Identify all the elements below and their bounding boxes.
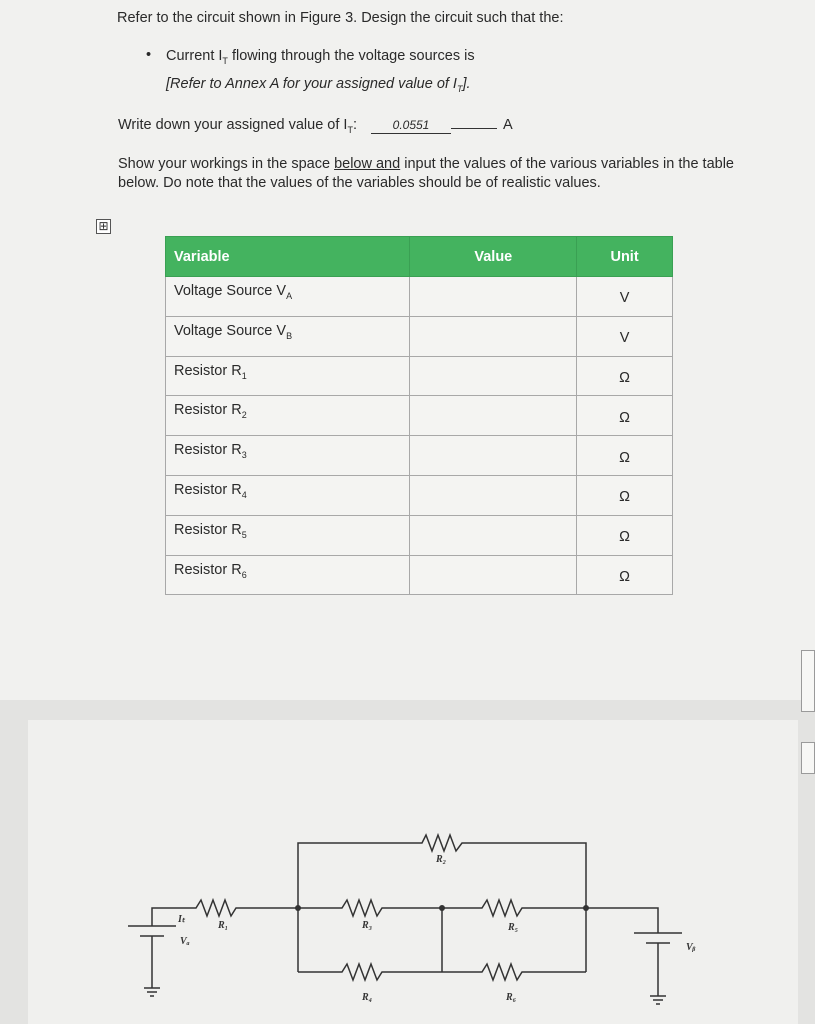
variable-cell: Resistor $R_5$	[166, 515, 410, 555]
battery-vb	[634, 933, 682, 996]
label-r6: R₆	[506, 992, 517, 1003]
unit-cell: Ω	[577, 515, 673, 555]
subscript: 1	[241, 370, 247, 381]
assigned-value-line: Write down your assigned value of $I_T$: 0.0551 A	[118, 117, 513, 135]
subscript-t: T	[347, 124, 353, 135]
table-row	[166, 555, 673, 595]
node	[439, 905, 445, 911]
ground-vb	[650, 996, 666, 1004]
variable-cell: Resistor $R_1$	[166, 356, 410, 396]
subscript: 3	[241, 450, 247, 461]
node	[295, 905, 301, 911]
label-it: Iₜ	[178, 914, 185, 925]
value-cell[interactable]	[410, 356, 577, 396]
unit-cell: V	[577, 277, 673, 317]
variable-cell: Resistor $R_6$	[166, 555, 410, 595]
subscript: 2	[241, 410, 247, 421]
subscript: 6	[241, 569, 247, 580]
wire	[152, 900, 298, 917]
header-unit: Unit	[577, 237, 673, 277]
annex-reference: [Refer to Annex A for your assigned value of $I_T$].	[166, 76, 471, 94]
question-intro: Refer to the circuit shown in Figure 3. Design the circuit such that the:	[117, 10, 564, 26]
instructions-paragraph: Show your workings in the space below and input the values of the various variables in the table below. Do note that the values of the variables should be of realistic values.	[118, 156, 734, 192]
battery-va	[128, 926, 176, 988]
table-row	[166, 436, 673, 476]
circuit-diagram	[0, 700, 815, 1024]
unit-cell: Ω	[577, 475, 673, 515]
underlined-text: below and	[334, 156, 401, 172]
label-va: Vₐ	[180, 936, 190, 947]
variable-cell: Voltage Source $V_B$	[166, 316, 410, 356]
subscript: B	[286, 330, 293, 341]
wire	[298, 835, 586, 908]
value-cell[interactable]	[410, 277, 577, 317]
table-row	[166, 475, 673, 515]
subscript-t: T	[222, 55, 228, 66]
ground-va	[144, 988, 160, 996]
value-cell[interactable]	[410, 396, 577, 436]
table-move-handle-icon[interactable]: ⊞	[96, 219, 111, 234]
subscript-t: T	[456, 83, 463, 94]
value-cell[interactable]	[410, 475, 577, 515]
label-r2: R₂	[436, 854, 447, 865]
bullet-point: •	[146, 47, 152, 63]
unit-cell: Ω	[577, 555, 673, 595]
table-row	[166, 316, 673, 356]
variable-cell: Resistor $R_2$	[166, 396, 410, 436]
header-value: Value	[410, 237, 577, 277]
value-cell[interactable]	[410, 436, 577, 476]
node	[583, 905, 589, 911]
table-row	[166, 396, 673, 436]
wire	[586, 908, 658, 933]
unit-cell: Ω	[577, 436, 673, 476]
variable-cell: Resistor $R_3$	[166, 436, 410, 476]
label-r5: R₅	[508, 922, 519, 933]
table-header-row	[166, 237, 673, 277]
value-cell[interactable]	[410, 555, 577, 595]
table-row	[166, 356, 673, 396]
value-cell[interactable]	[410, 515, 577, 555]
variables-table	[165, 236, 673, 595]
table-row	[166, 515, 673, 555]
header-variable: Variable	[166, 237, 410, 277]
table-row	[166, 277, 673, 317]
subscript: 5	[241, 529, 247, 540]
assigned-value-blank	[451, 128, 497, 129]
unit-cell: Ω	[577, 396, 673, 436]
label-vb: Vᵦ	[686, 942, 696, 953]
assigned-value-field[interactable]: 0.0551	[371, 118, 451, 134]
unit-cell: V	[577, 316, 673, 356]
label-r4: R₄	[362, 992, 373, 1003]
label-r1: R₁	[218, 920, 229, 931]
subscript: A	[286, 290, 293, 301]
variable-cell: Voltage Source $V_A$	[166, 277, 410, 317]
assigned-value-unit: A	[503, 117, 513, 133]
variable-cell: Resistor $R_4$	[166, 475, 410, 515]
subscript: 4	[241, 489, 247, 500]
bullet-text: Current $I_T$ flowing through the voltage sources is	[166, 48, 475, 66]
label-r3: R₃	[362, 920, 373, 931]
value-cell[interactable]	[410, 316, 577, 356]
unit-cell: Ω	[577, 356, 673, 396]
